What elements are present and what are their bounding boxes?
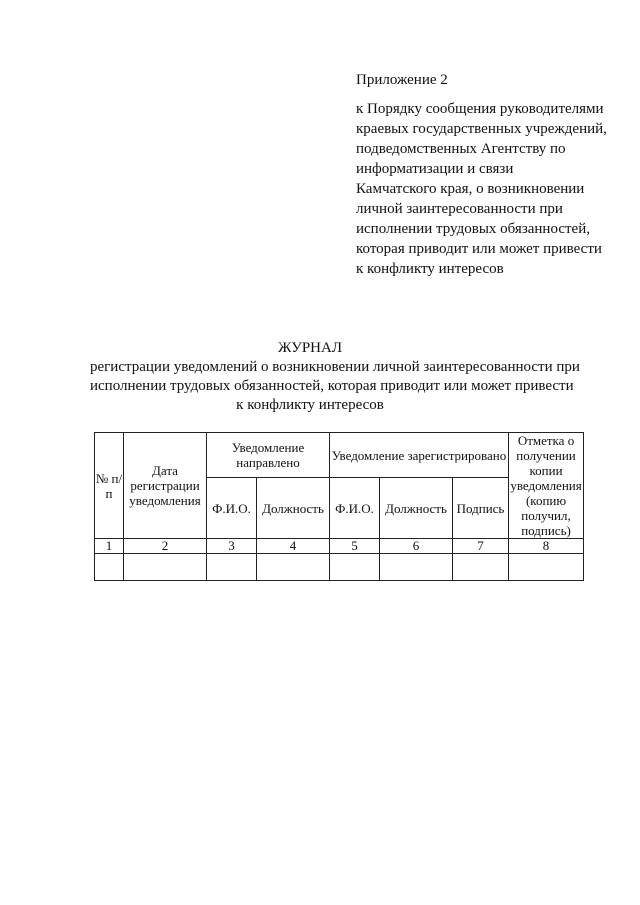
header-notification-registered: Уведомление зарегистрировано [330, 433, 509, 478]
subheader-sent-position: Должность [257, 478, 330, 539]
table-cell [509, 554, 584, 581]
journal-subtitle-line: к конфликту интересов [236, 397, 384, 413]
column-number: 6 [380, 539, 453, 554]
appendix-line: которая приводит или может привести [356, 241, 602, 257]
appendix-line: информатизации и связи [356, 161, 514, 177]
column-number: 5 [330, 539, 380, 554]
header-notification-sent: Уведомление направлено [207, 433, 330, 478]
appendix-block [356, 70, 636, 279]
header-copy-receipt-mark: Отметка о получении копии уведомления (копию получил, подпись) [510, 433, 582, 538]
column-number: 7 [453, 539, 509, 554]
journal-title: ЖУРНАЛ [277, 340, 343, 356]
journal-subtitle-line: исполнении трудовых обязанностей, которая приводит или может привести [90, 378, 574, 394]
column-number: 3 [207, 539, 257, 554]
column-number: 8 [509, 539, 584, 554]
subheader-registered-signature: Подпись [453, 478, 509, 539]
header-registration-date: Дата регистрации уведомления [124, 433, 207, 539]
column-number: 2 [124, 539, 207, 554]
table-cell [380, 554, 453, 581]
subheader-registered-name: Ф.И.О. [330, 478, 380, 539]
header-number: № п/п [95, 433, 124, 539]
column-number: 4 [257, 539, 330, 554]
appendix-line: к Порядку сообщения руководителями [356, 101, 604, 117]
appendix-line: личной заинтересованности при [356, 201, 563, 217]
appendix-line: исполнении трудовых обязанностей, [356, 221, 590, 237]
appendix-title: Приложение 2 [356, 72, 448, 88]
table-cell [124, 554, 207, 581]
appendix-line: Камчатского края, о возникновении [356, 181, 585, 197]
table-cell [453, 554, 509, 581]
appendix-line: к конфликту интересов [356, 261, 504, 277]
journal-subtitle-line: регистрации уведомлений о возникновении личной заинтересованности при [90, 359, 580, 375]
appendix-line: подведомственных Агентству по [356, 141, 566, 157]
table-row [95, 554, 584, 581]
appendix-line: краевых государственных учреждений, [356, 121, 607, 137]
subheader-registered-position: Должность [380, 478, 453, 539]
table-cell [330, 554, 380, 581]
column-number: 1 [95, 539, 124, 554]
journal-heading [90, 339, 580, 415]
table-cell [207, 554, 257, 581]
table-cell [95, 554, 124, 581]
table-cell [257, 554, 330, 581]
register-table [94, 432, 584, 581]
column-number-row [95, 539, 584, 554]
subheader-sent-name: Ф.И.О. [207, 478, 257, 539]
table-header-row [95, 433, 584, 478]
